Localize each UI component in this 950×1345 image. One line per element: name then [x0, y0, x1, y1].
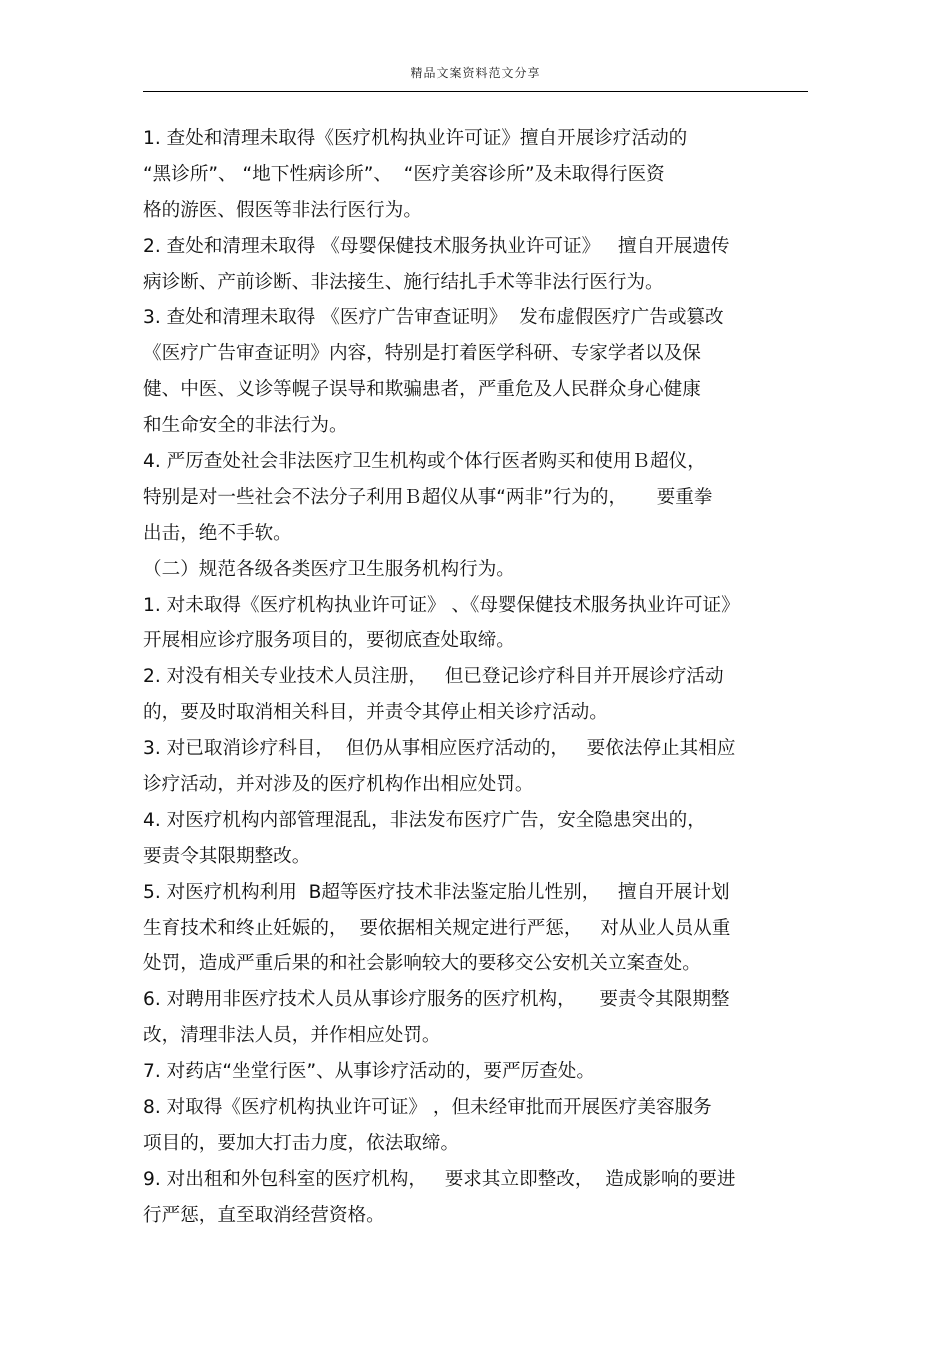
text-line: 健、中医、义诊等幌子误导和欺骗患者，严重危及人民群众身心健康 — [143, 379, 701, 401]
section-heading: （二）规范各级各类医疗卫生服务机构行为。 — [143, 558, 515, 580]
text-line: 《医疗广告审查证明》内容，特别是打着医学科研、专家学者以及保 — [143, 343, 701, 365]
text-line: 7. 对药店“坐堂行医”、从事诊疗活动的，要严厉查处。 — [143, 1061, 595, 1083]
text-line: 格的游医、假医等非法行医行为。 — [143, 199, 422, 221]
text-line: 4. 严厉查处社会非法医疗卫生机构或个体行医者购买和使用Ｂ超仪， — [143, 451, 706, 473]
text-line: 处罚，造成严重后果的和社会影响较大的要移交公安机关立案查处。 — [143, 953, 701, 975]
text-line: 要责令其限期整改。 — [143, 845, 311, 867]
page-header: 精品文案资料范文分享 — [410, 66, 541, 80]
text-line: 病诊断、产前诊断、非法接生、施行结扎手术等非法行医行为。 — [143, 271, 664, 293]
text-line: 生育技术和终止妊娠的， 要依据相关规定进行严惩， 对从业人员从重 — [143, 917, 731, 939]
text-line: 5. 对医疗机构利用 B超等医疗技术非法鉴定胎儿性别， 擅自开展计划 — [143, 881, 730, 903]
text-line: 改，清理非法人员，并作相应处罚。 — [143, 1025, 441, 1047]
text-line: 1. 对未取得《医疗机构执业许可证》 、《母婴保健技术服务执业许可证》 — [143, 594, 740, 616]
text-line: 4. 对医疗机构内部管理混乱，非法发布医疗广告，安全隐患突出的， — [143, 809, 706, 831]
text-line: 3. 对已取消诊疗科目， 但仍从事相应医疗活动的， 要依法停止其相应 — [143, 738, 736, 760]
text-line: 行严惩，直至取消经营资格。 — [143, 1204, 385, 1226]
text-line: 3. 查处和清理未取得 《医疗广告审查证明》 发布虚假医疗广告或篡改 — [143, 307, 724, 329]
text-line: 6. 对聘用非医疗技术人员从事诊疗服务的医疗机构， 要责令其限期整 — [143, 989, 730, 1011]
text-line: 项目的，要加大打击力度，依法取缔。 — [143, 1132, 460, 1154]
text-line: 2. 对没有相关专业技术人员注册， 但已登记诊疗科目并开展诊疗活动 — [143, 666, 724, 688]
text-line: 特别是对一些社会不法分子利用Ｂ超仪从事“两非”行为的， 要重拳 — [143, 486, 713, 508]
text-line: 9. 对出租和外包科室的医疗机构， 要求其立即整改， 造成影响的要进 — [143, 1168, 736, 1190]
text-line: 8. 对取得《医疗机构执业许可证》 ，但未经审批而开展医疗美容服务 — [143, 1097, 712, 1119]
document-body — [143, 121, 808, 1234]
header-divider — [143, 91, 808, 92]
text-line: 的，要及时取消相关科目，并责令其停止相关诊疗活动。 — [143, 702, 608, 724]
text-line: 出击，绝不手软。 — [143, 522, 292, 544]
text-line: 诊疗活动，并对涉及的医疗机构作出相应处罚。 — [143, 774, 534, 796]
text-line: 和生命安全的非法行为。 — [143, 415, 348, 437]
text-line: 1. 查处和清理未取得《医疗机构执业许可证》擅自开展诊疗活动的 — [143, 128, 688, 149]
text-line: “黑诊所”、 “地下性病诊所”、 “医疗美容诊所”及未取得行医资 — [143, 163, 665, 185]
text-line: 2. 查处和清理未取得 《母婴保健技术服务执业许可证》 擅自开展遗传 — [143, 235, 730, 257]
text-line: 开展相应诊疗服务项目的，要彻底查处取缔。 — [143, 630, 515, 652]
